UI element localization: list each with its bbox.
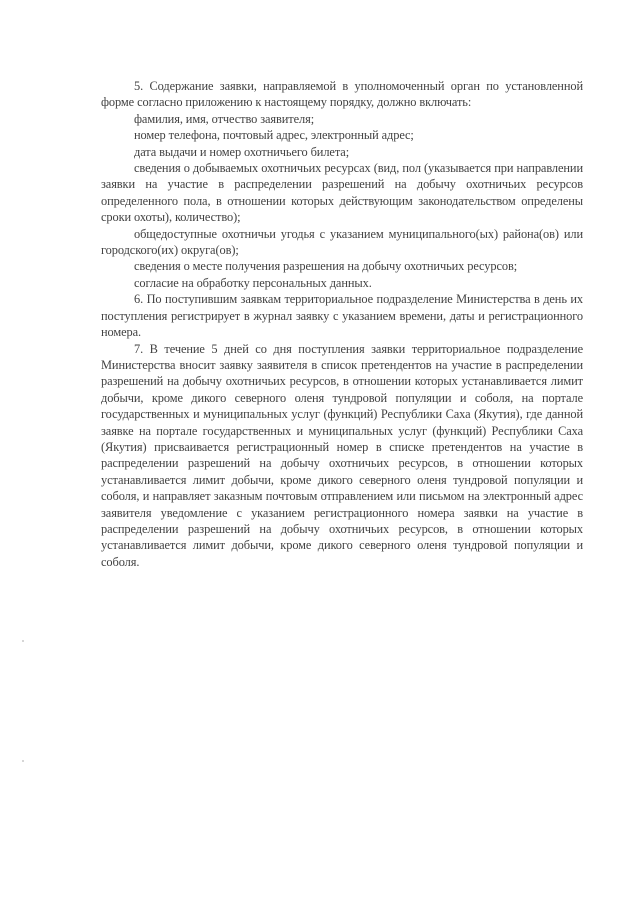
scan-speck [22, 640, 24, 642]
list-item: дата выдачи и номер охотничьего билета; [134, 144, 350, 159]
list-item: согласие на обработку персональных данных. [134, 275, 372, 290]
paragraph-5-intro: 5. Содержание заявки, направляемой в уполномоченный орган по установленной форме согласно приложению к настоящему порядку, должно включать: [101, 79, 583, 110]
list-item: общедоступные охотничьи угодья с указанием муниципального(ых) района(ов) или городского(их) округа(ов); [101, 226, 583, 258]
paragraph-7: 7. В течение 5 дней со дня поступления заявки территориальное подразделение Министерства вносит заявку заявителя в список претендентов на участие в распределении разрешений на добычу охотничьих ресурсов, в отношении которых устанавливается лимит добычи, кроме дикого северного оленя тундровой популяции и соболя, на портале государственных и муниципальных услуг (функций) Республики Саха (Якутия), где данной заявке на портале государственных и муниципальных услуг (функций) Республики Саха (Якутия) присваивается регистрационный номер в списке претендентов на участие в распределении разрешений на добычу охотничьих ресурсов, в отношении которых устанавливается лимит добычи, кроме дикого северного оленя тундровой популяции и соболя, и направляет заказным почтовым отправлением или письмом на электронный адрес заявителя уведомление с указанием регистрационного номера заявки на участие в распределении разрешений на добычу охотничьих ресурсов, в отношении которых устанавливается лимит добычи, кроме дикого северного оленя тундровой популяции и соболя. [101, 341, 583, 569]
list-item: фамилия, имя, отчество заявителя; [134, 111, 315, 126]
paragraph-6: 6. По поступившим заявкам территориальное подразделение Министерства в день их поступления регистрирует в журнал заявку с указанием времени, даты и регистрационного номера. [101, 292, 583, 340]
scan-speck [22, 760, 24, 762]
document-body [101, 78, 583, 570]
list-item: номер телефона, почтовый адрес, электронный адрес; [134, 128, 414, 143]
list-item: сведения о добываемых охотничьих ресурсах (вид, пол (указывается при направлении заявки на участие в распределении разрешений на добычу охотничьих ресурсов определенного пола, в отношении которых действующим законодательством определены сроки охоты), количество); [101, 161, 583, 225]
list-item: сведения о месте получения разрешения на добычу охотничьих ресурсов; [134, 259, 518, 274]
